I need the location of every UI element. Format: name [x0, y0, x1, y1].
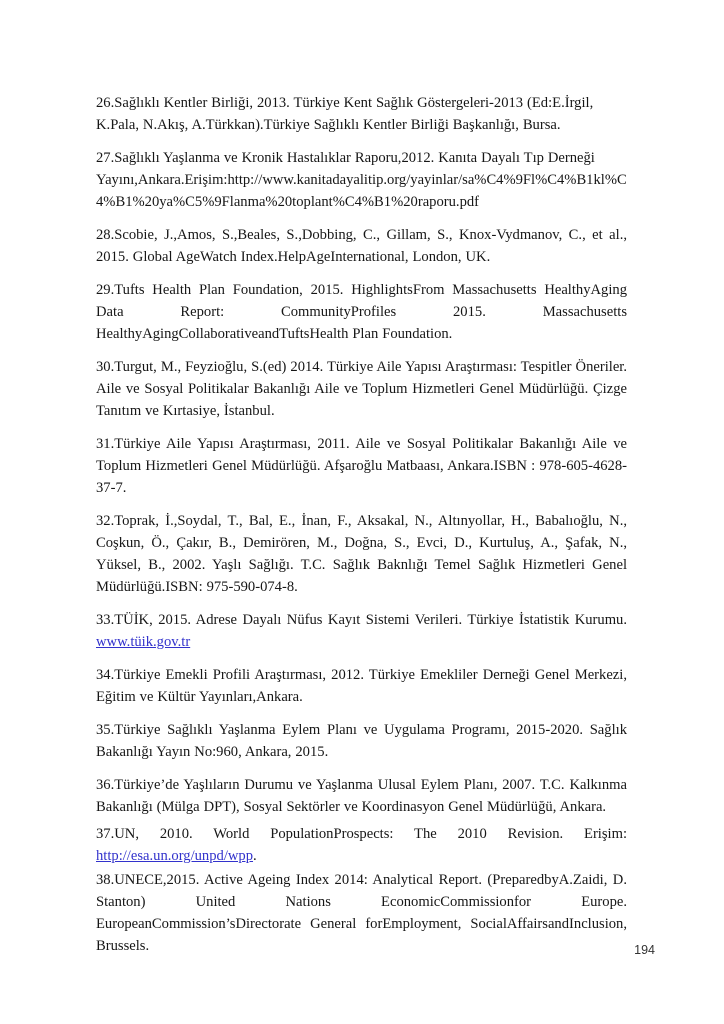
reference-item-34: [96, 664, 627, 708]
reference-text: 33.TÜİK, 2015. Adrese Dayalı Nüfus Kayıt Sistemi Verileri. Türkiye İstatistik Kurumu.: [96, 612, 627, 628]
hyperlink[interactable]: www.tüik.gov.tr: [96, 634, 191, 650]
reference-text: 30.Turgut, M., Feyzioğlu, S.(ed) 2014. Türkiye Aile Yapısı Araştırması: Tespitler Öneriler. Aile ve Sosyal Politikalar Bakanlığı Aile ve Toplum Hizmetleri Genel Müdürlüğü. Çizge Tanıtım ve Kırtasiye, İstanbul.: [96, 359, 627, 419]
reference-text: 34.Türkiye Emekli Profili Araştırması, 2012. Türkiye Emekliler Derneği Genel Merkezi, Eğitim ve Kültür Yayınları,Ankara.: [96, 667, 627, 705]
reference-text: 27.Sağlıklı Yaşlanma ve Kronik Hastalıklar Raporu,2012. Kanıta Dayalı Tıp Derneği Yayını,Ankara.Erişim:http://www.kanitadayalitip.org/yayinlar/sa%C4%9Fl%C4%B1kl%C4%B1%20ya%C5%9Flanma%20toplant%C4%B1%20raporu.pdf: [96, 150, 627, 210]
reference-text: 31.Türkiye Aile Yapısı Araştırması, 2011. Aile ve Sosyal Politikalar Bakanlığı Aile ve Toplum Hizmetleri Genel Müdürlüğü. Afşaroğlu Matbaası, Ankara.ISBN : 978-605-4628-37-7.: [96, 436, 627, 496]
reference-item-30: [96, 356, 627, 422]
reference-text: 26.Sağlıklı Kentler Birliği, 2013. Türkiye Kent Sağlık Göstergeleri-2013 (Ed:E.İrgil, K.Pala, N.Akış, A.Türkkan).Türkiye Sağlıklı Kentler Birliği Başkanlığı, Bursa.: [96, 95, 594, 133]
reference-item-35: [96, 719, 627, 763]
reference-item-32: [96, 510, 627, 598]
reference-text: 35.Türkiye Sağlıklı Yaşlanma Eylem Planı ve Uygulama Programı, 2015-2020. Sağlık Bakanlığı Yayın No:960, Ankara, 2015.: [96, 722, 627, 760]
reference-text: 28.Scobie, J.,Amos, S.,Beales, S.,Dobbing, C., Gillam, S., Knox-Vydmanov, C., et al., 2015. Global AgeWatch Index.HelpAgeInternational, London, UK.: [96, 227, 627, 265]
page-number: 194: [634, 943, 655, 957]
reference-item-37: [96, 823, 627, 867]
reference-item-29: [96, 279, 627, 345]
reference-text: 38.UNECE,2015. Active Ageing Index 2014: Analytical Report. (PreparedbyA.Zaidi, D. Stanton) United Nations EconomicCommissionfor Europe. EuropeanCommission’sDirectorate General forEmployment, SocialAffairsandInclusion, Brussels.: [96, 872, 627, 954]
reference-item-27: [96, 147, 627, 213]
reference-text: 29.Tufts Health Plan Foundation, 2015. HighlightsFrom Massachusetts HealthyAging Data Report: CommunityProfiles 2015. Massachusetts HealthyAgingCollaborativeandTuftsHealth Plan Foundation.: [96, 282, 627, 342]
hyperlink[interactable]: http://esa.un.org/unpd/wpp: [96, 848, 254, 864]
reference-text: 37.UN, 2010. World PopulationProspects: The 2010 Revision. Erişim:: [96, 826, 627, 842]
references-list: [96, 92, 627, 957]
reference-text: 36.Türkiye’de Yaşlıların Durumu ve Yaşlanma Ulusal Eylem Planı, 2007. T.C. Kalkınma Bakanlığı (Mülga DPT), Sosyal Sektörler ve Koordinasyon Genel Müdürlüğü, Ankara.: [96, 777, 627, 815]
reference-text: .: [253, 848, 257, 864]
reference-item-36: [96, 774, 627, 818]
reference-item-38: [96, 869, 627, 957]
reference-item-28: [96, 224, 627, 268]
reference-text: 32.Toprak, İ.,Soydal, T., Bal, E., İnan, F., Aksakal, N., Altınyollar, H., Babalıoğlu, N., Coşkun, Ö., Çakır, B., Demirören, M., Doğna, S., Evci, D., Kurtuluş, A., Şafak, N., Yüksel, B., 2002. Yaşlı Sağlığı. T.C. Sağlık Baknlığı Temel Sağlık Hizmetleri Genel Müdürlüğü.ISBN: 975-590-074-8.: [96, 513, 627, 595]
reference-item-26: [96, 92, 627, 136]
reference-item-31: [96, 433, 627, 499]
reference-item-33: [96, 609, 627, 653]
